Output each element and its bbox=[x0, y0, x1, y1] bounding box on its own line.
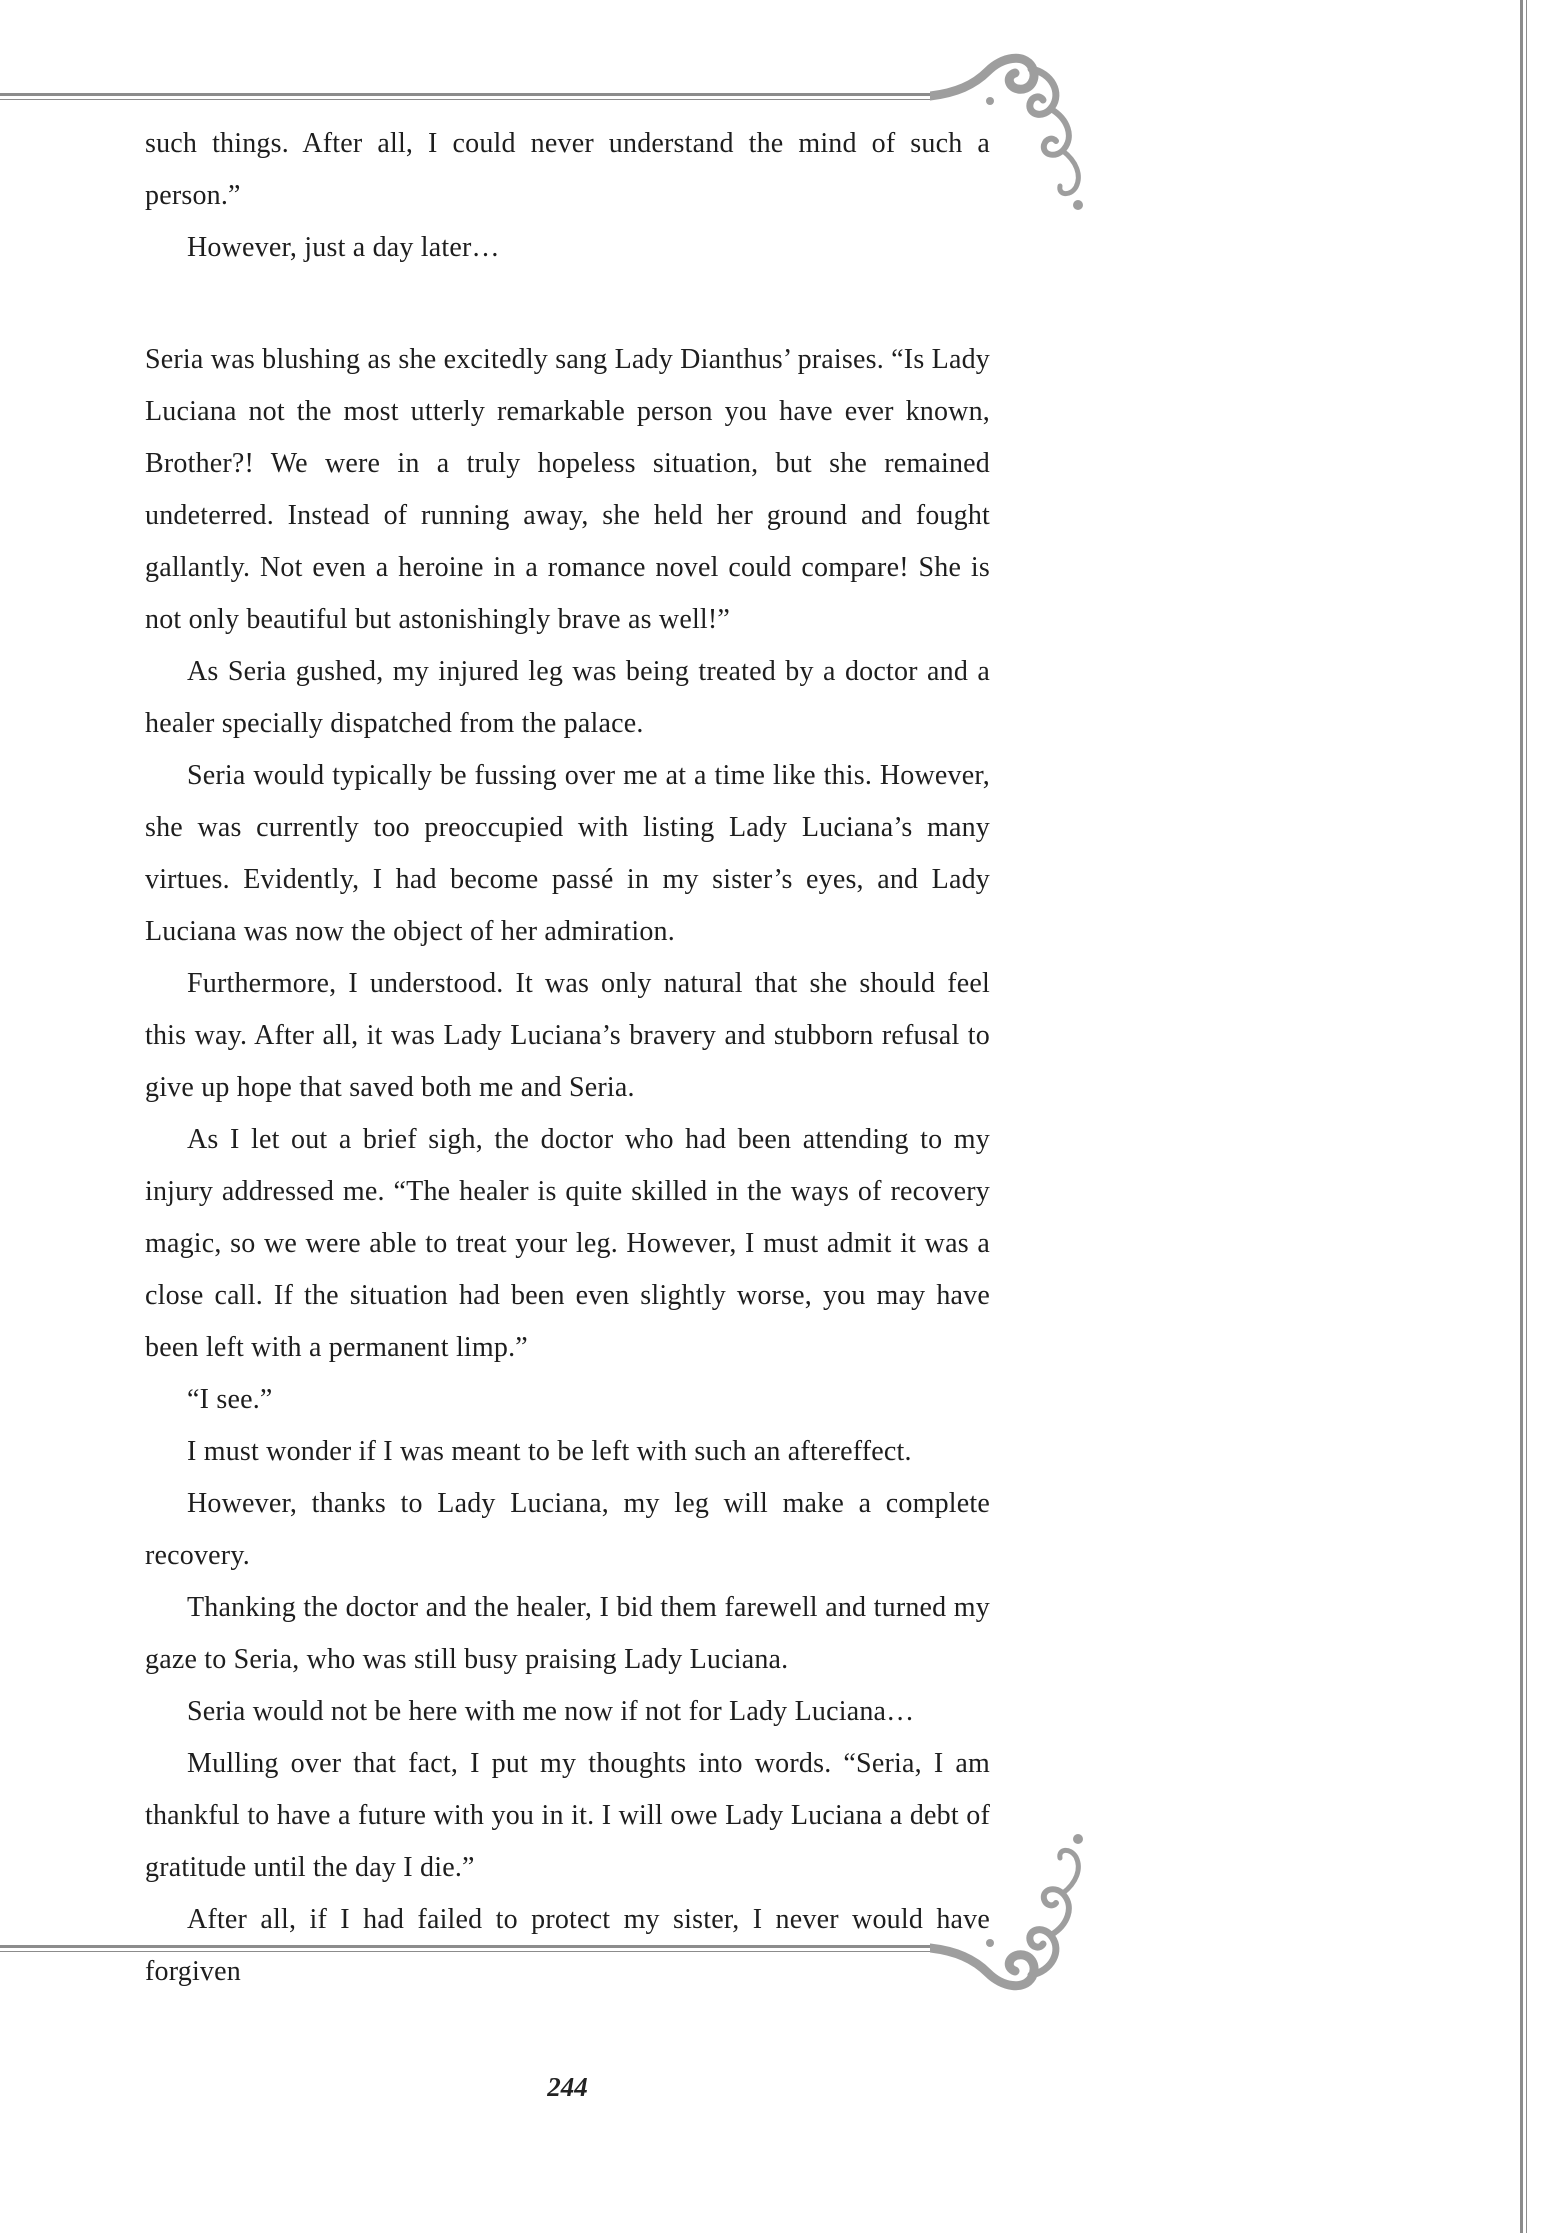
page-number: 244 bbox=[547, 2072, 588, 2102]
paragraph: As Seria gushed, my injured leg was being treated by a doctor and a healer specially dispatched from the palace. bbox=[145, 656, 990, 739]
paragraph: Seria would typically be fussing over me at a time like this. However, she was currently too preoccupied with listing Lady Luciana’s many virtues. Evidently, I had become passé in my sister’s eyes, and Lady Luciana was now the object of her admiration. bbox=[145, 760, 990, 947]
paragraph: Seria would not be here with me now if not for Lady Luciana… bbox=[187, 1696, 915, 1727]
right-rule bbox=[1520, 0, 1527, 2233]
top-rule bbox=[0, 93, 934, 100]
paragraph: Furthermore, I understood. It was only natural that she should feel this way. After all, it was Lady Luciana’s bravery and stubborn refusal to give up hope that saved both me and Seria. bbox=[145, 968, 990, 1103]
paragraph: However, just a day later… bbox=[187, 232, 500, 263]
paragraph: Thanking the doctor and the healer, I bid them farewell and turned my gaze to Seria, who was still busy praising Lady Luciana. bbox=[145, 1592, 990, 1675]
paragraph: “I see.” bbox=[187, 1384, 273, 1415]
paragraph: However, thanks to Lady Luciana, my leg will make a complete recovery. bbox=[145, 1488, 990, 1571]
paragraph: Seria was blushing as she excitedly sang Lady Dianthus’ praises. “Is Lady Luciana not the most utterly remarkable person you have ever known, Brother?! We were in a truly hopeless situation, but she remained undeterred. Instead of running away, she held her ground and fought gallantly. Not even a heroine in a romance novel could compare! She is not only beautiful but astonishingly brave as well!” bbox=[145, 344, 990, 635]
paragraph: such things. After all, I could never understand the mind of such a person.” bbox=[145, 128, 990, 211]
paragraph: I must wonder if I was meant to be left with such an aftereffect. bbox=[187, 1436, 912, 1467]
section-break bbox=[145, 274, 990, 334]
paragraph: Mulling over that fact, I put my thoughts into words. “Seria, I am thankful to have a future with you in it. I will owe Lady Luciana a debt of gratitude until the day I die.” bbox=[145, 1748, 990, 1883]
body-text bbox=[145, 118, 990, 1998]
paragraph: As I let out a brief sigh, the doctor who had been attending to my injury addressed me. “The healer is quite skilled in the ways of recovery magic, so we were able to treat your leg. However, I must admit it was a close call. If the situation had been even slightly worse, you may have been left with a permanent limp.” bbox=[145, 1124, 990, 1363]
paragraph: After all, if I had failed to protect my sister, I never would have forgiven bbox=[145, 1904, 990, 1987]
